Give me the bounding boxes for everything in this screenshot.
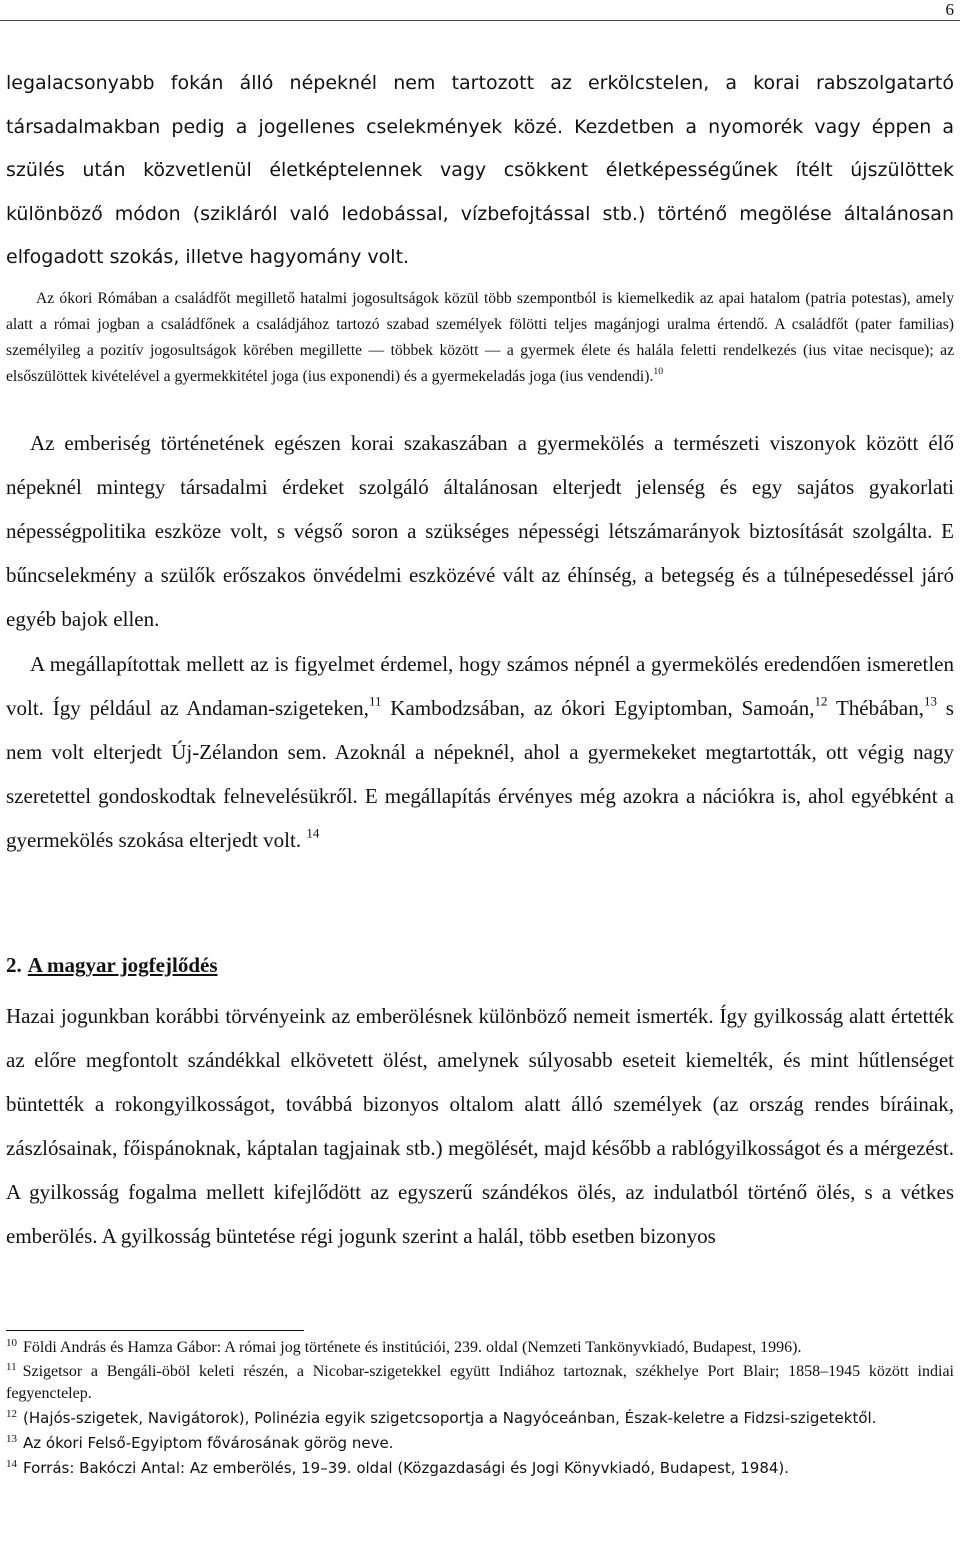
footnote-number: 12 <box>6 1408 17 1420</box>
footnote-10 <box>6 1337 954 1359</box>
page-number: 6 <box>945 0 954 19</box>
footnote-11 <box>6 1361 954 1405</box>
footnote-ref-12[interactable]: 12 <box>814 693 828 709</box>
section-heading <box>6 953 218 978</box>
footnote-number: 11 <box>6 1361 17 1373</box>
quote-paragraph <box>6 286 954 390</box>
quote-text: Az ókori Rómában a családfőt megillető hatalmi jogosultságok közül több szempontból is kiemelkedik az apai hatalom (patria potestas), amely alatt a római jogban a családfőnek a családjához tartozó szabad személyek fölötti teljes magánjogi uralma értendő. A családfőt (pater familias) személyileg a pozitív jogosultságok körében megillette — többek között — a gyermek élete és halála feletti rendelkezés (ius vitae necisque); az elsőszülöttek kivételével a gyermekkitétel joga (ius exponendi) és a gyermekeladás joga (ius vendendi). <box>6 290 954 385</box>
footnote-number: 13 <box>6 1433 17 1445</box>
body-paragraph-2 <box>6 642 954 862</box>
footnote-separator <box>6 1330 304 1331</box>
intro-paragraph: legalacsonyabb fokán álló népeknél nem tartozott az erkölcstelen, a korai rabszolgatartó társadalmakban pedig a jogellenes cselekmények közé. Kezdetben a nyomorék vagy éppen a szülés után közvetlenül életképtelennek vagy csökkent életképességűnek ítélt újszülöttek különböző módon (szikláról való ledobással, vízbefojtással stb.) történő megölése általánosan elfogadott szokás, illetve hagyomány volt. <box>6 72 954 268</box>
footnote-text: Földi András és Hamza Gábor: A római jog története és institúciói, 239. oldal (Nemzeti Tankönyvkiadó, Budapest, 1996). <box>23 1339 802 1356</box>
footnote-ref-11[interactable]: 11 <box>368 693 382 709</box>
footnote-13 <box>6 1432 954 1455</box>
body-paragraph-3: Hazai jogunkban korábbi törvényeink az emberölésnek különböző nemeit ismerték. Így gyilkosság alatt értették az előre megfontolt szándékkal elkövetett ölést, amelynek súlyosabb eseteit kiemelték, és mint hűtlenséget büntették a rokongyilkosságot, továbbá bizonyos oltalom alatt álló személyek (az ország rendes bíráinak, zászlósainak, főispánoknak, káptalan tagjainak stb.) megölését, majd később a rablógyilkosságot és a mérgezést. A gyilkosság fogalma mellett kifejlődött az egyszerű szándékos ölés, az indulatból történő ölés, s a vétkes emberölés. A gyilkosság büntetése régi jogunk szerint a halál, több esetben bizonyos <box>6 1004 954 1248</box>
footnote-text: Szigetsor a Bengáli-öböl keleti részén, a Nicobar-szigetekkel együtt Indiához tartoznak, székhelye Port Blair; 1858–1945 között indiai fegyenctelep. <box>6 1363 954 1402</box>
body-paragraph-1: Az emberiség történetének egészen korai szakaszában a gyermekölés a természeti viszonyok között élő népeknél mintegy társadalmi érdeket szolgáló általánosan elterjedt jelenség és egy sajátos gyakorlati népességpolitika eszköze volt, s végső soron a szükséges népességi létszámarányok biztosítását szolgálta. E bűncselekmény a szülők erőszakos önvédelmi eszközévé vált az éhínség, a betegség és a túlnépesedéssel járó egyéb bajok ellen. <box>6 431 954 631</box>
section-number: 2. <box>6 953 22 977</box>
section-title: A magyar jogfejlődés <box>27 953 218 977</box>
footnote-14 <box>6 1457 954 1480</box>
footnote-ref-10[interactable]: 10 <box>653 365 664 377</box>
footnote-text: Az ókori Felső-Egyiptom fővárosának görög neve. <box>23 1434 394 1452</box>
footnote-12 <box>6 1407 954 1430</box>
paragraph-2-text: Kambodzsában, az ókori Egyiptomban, Samoán, <box>381 696 815 720</box>
paragraph-2-text: s nem volt elterjedt Új-Zélandon sem. Azoknál a népeknél, ahol a gyermekeket megtartották, ott végig nagy szeretettel gondoskodtak felnevelésükről. E megállapítás érvényes még azokra a nációkra is, ahol egyébként a gyermekölés szokása elterjedt volt. <box>6 696 954 852</box>
paragraph-2-text: A megállapítottak mellett az is figyelmet érdemel, hogy számos népnél a gyermekölés eredendően ismeretlen volt. Így például az Andaman-szigeteken, <box>6 652 954 720</box>
footnote-text: Forrás: Bakóczi Antal: Az emberölés, 19–39. oldal (Közgazdasági és Jogi Könyvkiadó, Budapest, 1984). <box>23 1459 790 1477</box>
footnote-number: 14 <box>6 1458 17 1470</box>
footnote-ref-14[interactable]: 14 <box>306 825 320 841</box>
header-rule <box>0 20 960 21</box>
footnote-ref-13[interactable]: 13 <box>923 693 937 709</box>
footnote-text: (Hajós-szigetek, Navigátorok), Polinézia egyik szigetcsoportja a Nagyóceánban, Észak-keletre a Fidzsi-szigetektől. <box>23 1409 877 1427</box>
footnotes <box>6 1337 954 1482</box>
footnote-number: 10 <box>6 1337 17 1349</box>
paragraph-2-text: Thébában, <box>827 696 924 720</box>
